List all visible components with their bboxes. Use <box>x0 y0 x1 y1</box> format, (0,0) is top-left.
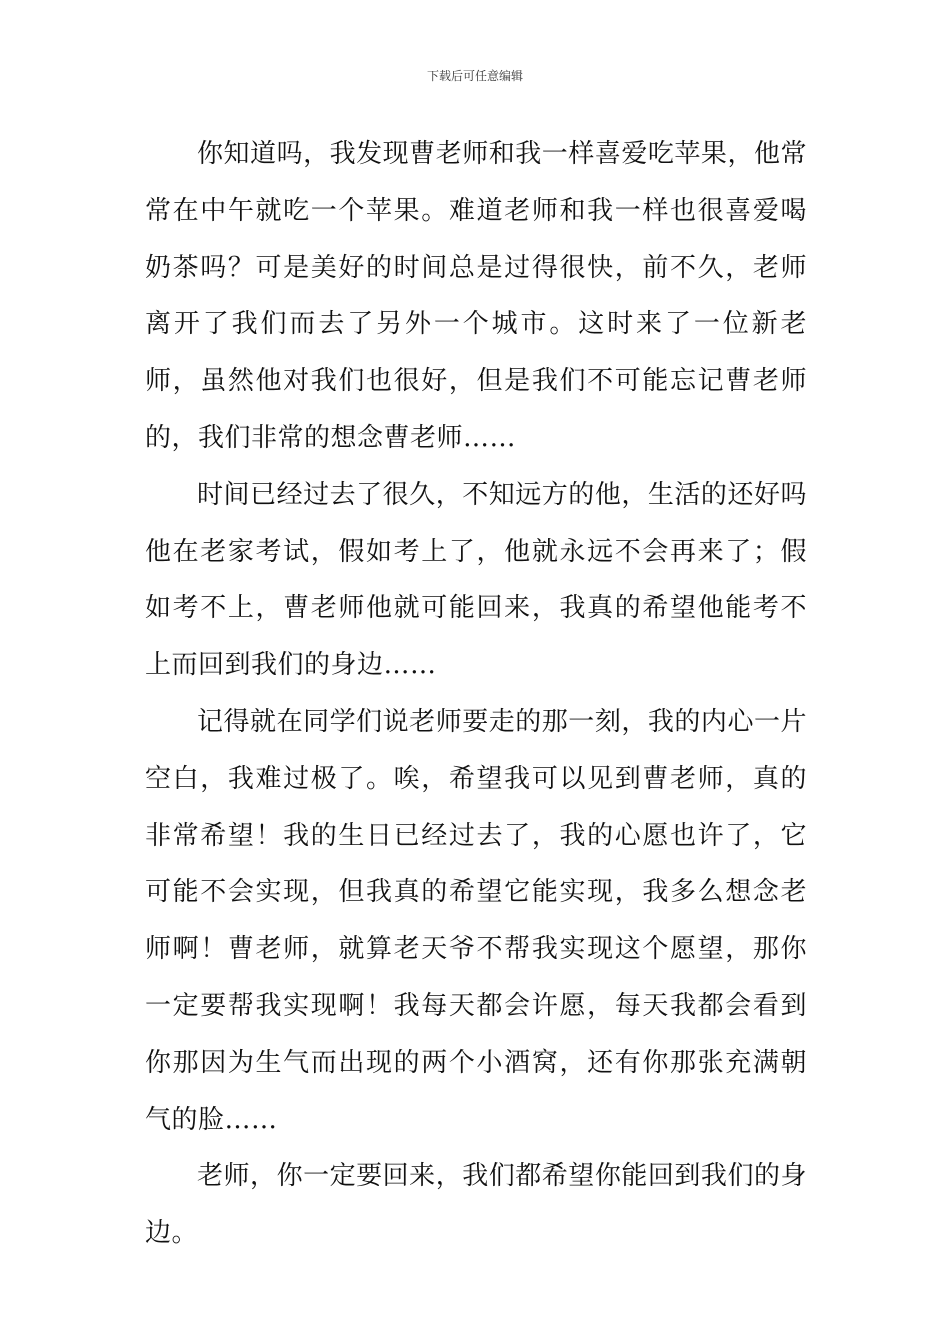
paragraph-2: 时间已经过去了很久，不知远方的他，生活的还好吗他在老家考试，假如考上了，他就永远不会再来了；假如考不上，曹老师他就可能回来，我真的希望他能考不上而回到我们的身边…… <box>145 479 807 681</box>
body-text <box>145 126 807 1262</box>
paragraph-4: 老师，你一定要回来，我们都希望你能回到我们的身边。 <box>145 1161 807 1249</box>
paragraph-1: 你知道吗，我发现曹老师和我一样喜爱吃苹果，他常常在中午就吃一个苹果。难道老师和我一样也很喜爱喝奶茶吗？可是美好的时间总是过得很快，前不久，老师离开了我们而去了另外一个城市。这时来了一位新老师，虽然他对我们也很好，但是我们不可能忘记曹老师的，我们非常的想念曹老师…… <box>145 139 807 453</box>
header-note: 下载后可任意编辑 <box>426 69 523 83</box>
paragraph-3: 记得就在同学们说老师要走的那一刻，我的内心一片空白，我难过极了。唉，希望我可以见到曹老师，真的非常希望！我的生日已经过去了，我的心愿也许了，它可能不会实现，但我真的希望它能实现，我多么想念老师啊！曹老师，就算老天爷不帮我实现这个愿望，那你一定要帮我实现啊！我每天都会许愿，每天我都会看到你那因为生气而出现的两个小酒窝，还有你那张充满朝气的脸…… <box>145 706 807 1135</box>
